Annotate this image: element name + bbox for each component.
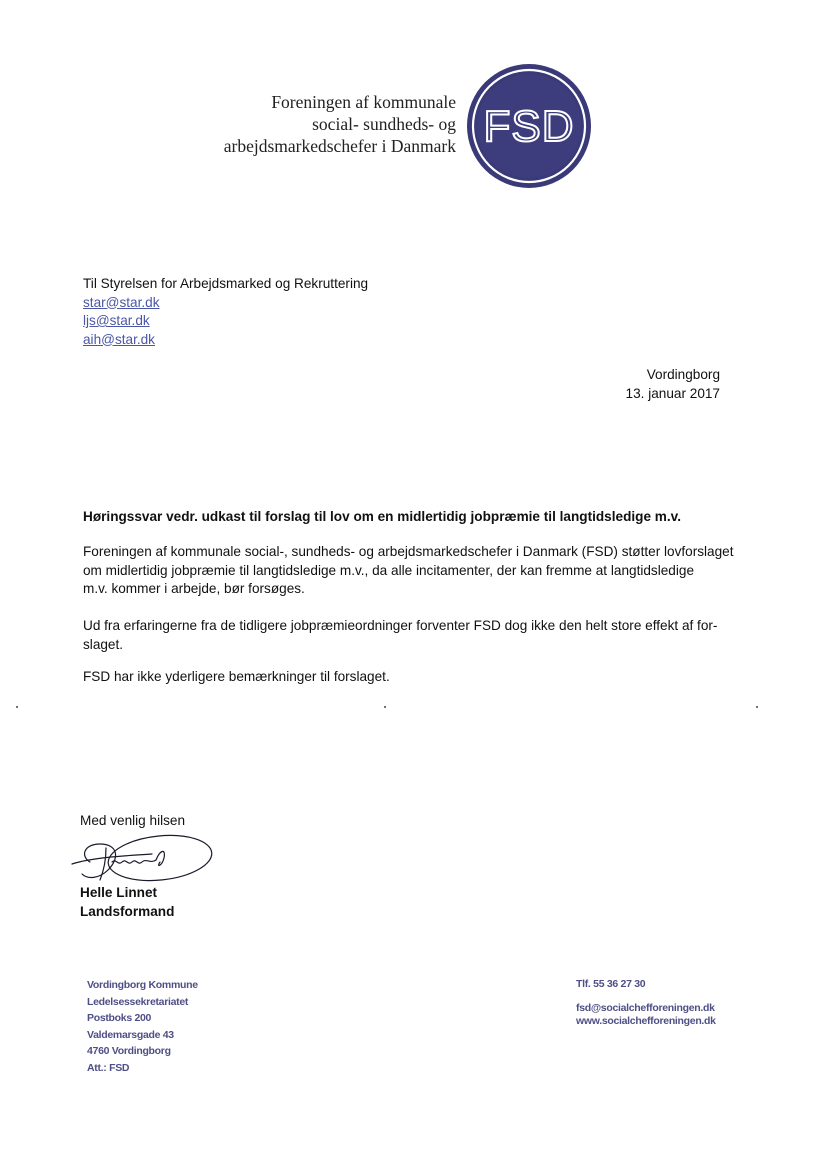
paragraph-line: FSD har ikke yderligere bemærkninger til forslaget. — [83, 669, 390, 684]
date: 13. januar 2017 — [625, 386, 720, 401]
recipient-email-link[interactable]: aih@star.dk — [83, 331, 155, 347]
footer-phone: Tlf. 55 36 27 30 — [576, 978, 646, 990]
recipient-block — [83, 275, 368, 349]
place-date — [626, 365, 720, 403]
recipient-email-link[interactable]: ljs@star.dk — [83, 313, 150, 328]
org-name — [126, 91, 456, 157]
scan-dot — [16, 706, 18, 708]
org-name-line-3: arbejdsmarkedschefer i Danmark — [223, 136, 456, 156]
body-paragraph — [83, 617, 723, 654]
footer-address-line: 4760 Vordingborg — [87, 1045, 171, 1057]
paragraph-line: m.v. kommer i arbejde, bør forsøges. — [83, 581, 305, 596]
place: Vordingborg — [646, 367, 720, 382]
scan-dot — [384, 706, 386, 708]
footer-contact — [576, 1002, 716, 1028]
signer-title: Landsformand — [80, 904, 175, 919]
footer-address-line: Ledelsessekretariatet — [87, 995, 189, 1008]
logo-text: FSD — [483, 102, 575, 151]
paragraph-line: Ud fra erfaringerne fra de tidligere jobpræmieordninger forventer FSD dog ikke den helt store effekt af for- — [83, 618, 718, 633]
footer-email-link[interactable]: fsd@socialchefforeningen.dk — [576, 1002, 715, 1014]
recipient-email-link[interactable]: star@star.dk — [83, 294, 160, 310]
paragraph-line: om midlertidig jobpræmie til langtidsledige m.v., da alle incitamenter, der kan fremme at langtidsledige — [83, 562, 695, 578]
subject-line: Høringssvar vedr. udkast til forslag til lov om en midlertidig jobpræmie til langtidsledige m.v. — [83, 509, 681, 524]
body-paragraph — [83, 668, 723, 687]
org-name-line-2: social- sundheds- og — [312, 114, 456, 134]
paragraph-line: Foreningen af kommunale social-, sundheds- og arbejdsmarkedschefer i Danmark (FSD) støtter lovforslaget — [83, 544, 734, 559]
signer-name: Helle Linnet — [80, 885, 158, 900]
footer-address-line: Att.: FSD — [87, 1061, 130, 1074]
footer-address-line: Postboks 200 — [87, 1012, 152, 1024]
fsd-logo — [466, 63, 592, 189]
recipient-name: Til Styrelsen for Arbejdsmarked og Rekruttering — [83, 276, 369, 291]
scan-dot — [756, 706, 758, 708]
footer-address-line: Valdemarsgade 43 — [87, 1028, 174, 1041]
org-name-line-1: Foreningen af kommunale — [271, 92, 456, 112]
paragraph-line: slaget. — [83, 636, 124, 652]
footer-address-line: Vordingborg Kommune — [87, 979, 198, 991]
closing: Med venlig hilsen — [80, 813, 186, 828]
body-paragraph — [83, 543, 734, 599]
footer-web-link[interactable]: www.socialchefforeningen.dk — [576, 1015, 716, 1027]
footer-address — [87, 977, 198, 1076]
